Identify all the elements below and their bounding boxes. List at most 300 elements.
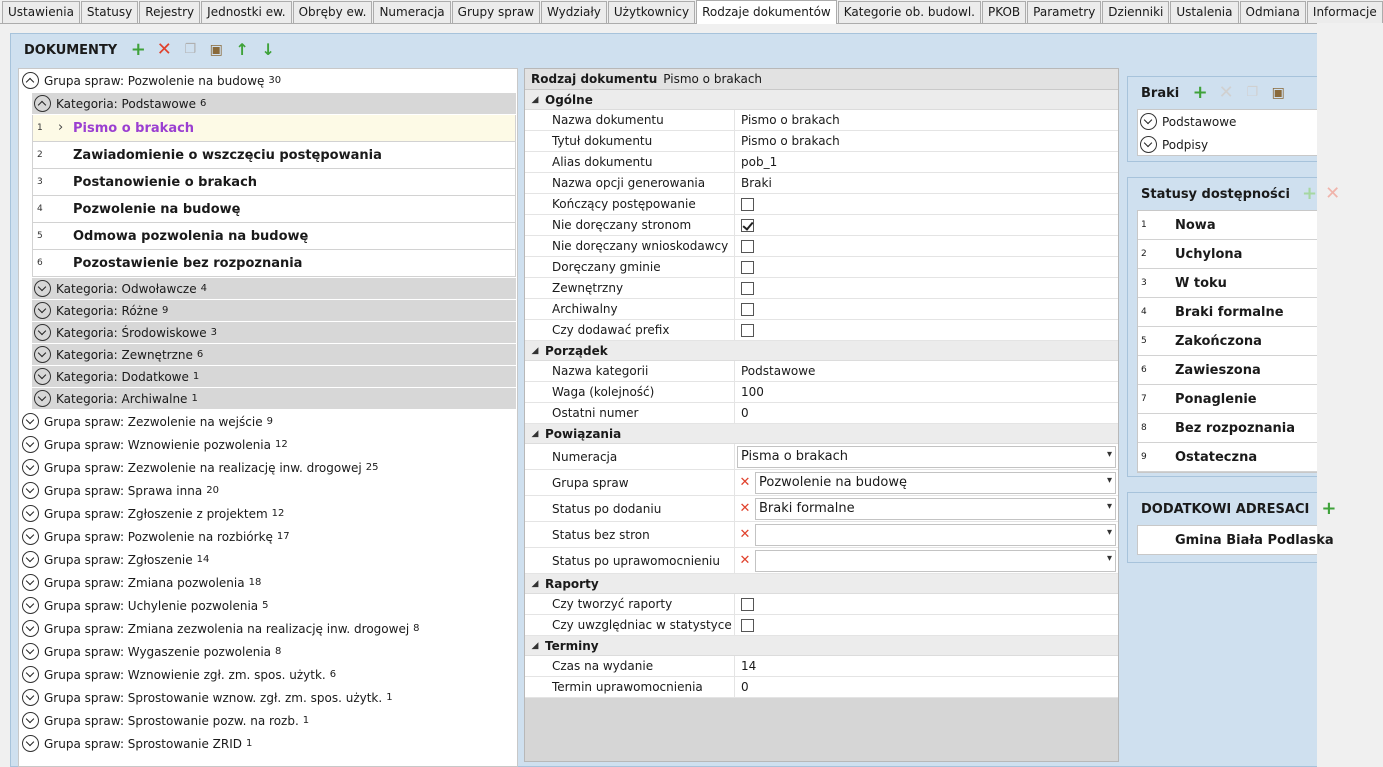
status-name: Braki formalne — [1175, 304, 1284, 320]
ogolne-check-props — [525, 194, 1118, 341]
move-up-icon[interactable]: ↑ — [235, 40, 249, 59]
tab-4[interactable]: Jednostki ew. — [201, 1, 291, 23]
property-label: Czy dodawać prefix — [525, 320, 735, 340]
property-label: Status bez stron — [525, 522, 735, 547]
group-count: 17 — [276, 531, 290, 542]
document-number-text: 5 — [37, 231, 43, 241]
documents-title: DOKUMENTY — [24, 42, 118, 58]
expand-chevron-icon[interactable] — [22, 735, 39, 752]
group-count: 18 — [248, 577, 262, 588]
document-name: Zawiadomienie o wszczęciu postępowania — [73, 147, 382, 163]
category-list — [19, 278, 517, 409]
status-row[interactable] — [1138, 211, 1317, 240]
group-count: 5 — [262, 600, 269, 611]
expand-chevron-icon[interactable] — [22, 413, 39, 430]
property-checkbox[interactable] — [741, 324, 754, 337]
expand-chevron-icon[interactable] — [22, 505, 39, 522]
property-value — [735, 278, 1118, 298]
section-title: Porządek — [545, 343, 608, 358]
status-name: Uchylona — [1175, 246, 1243, 262]
group-label: Grupa spraw: Sprostowanie pozw. na rozb. — [44, 713, 299, 728]
expand-chevron-icon[interactable] — [22, 482, 39, 499]
document-number-text: 1 — [37, 123, 43, 133]
property-value — [735, 320, 1118, 340]
group-row[interactable] — [19, 571, 517, 594]
property-label: Waga (kolejność) — [525, 382, 735, 402]
property-checkbox[interactable] — [741, 282, 754, 295]
property-label: Czas na wydanie — [525, 656, 735, 676]
property-row — [525, 215, 1118, 236]
group-count: 14 — [196, 554, 210, 565]
delete-icon[interactable]: ✕ — [1325, 183, 1341, 204]
group-label: Grupa spraw: Sprostowanie wznow. zgł. zm. spos. użytk. — [44, 690, 383, 705]
tab-6[interactable]: Numeracja — [373, 1, 450, 23]
property-label: Czy tworzyć raporty — [525, 594, 735, 614]
group-label: Grupa spraw: Pozwolenie na rozbiórkę — [44, 529, 273, 544]
property-label: Kończący postępowanie — [525, 194, 735, 214]
group-label: Grupa spraw: Zezwolenie na realizację inw. drogowej — [44, 460, 362, 475]
document-row[interactable] — [32, 115, 516, 142]
property-checkbox[interactable] — [741, 598, 754, 611]
section-powiazania[interactable] — [525, 424, 1118, 444]
document-list — [32, 115, 516, 277]
tab-7[interactable]: Grupy spraw — [452, 1, 540, 23]
property-value — [735, 594, 1118, 614]
section-title: Raporty — [545, 576, 599, 591]
document-number — [33, 258, 73, 268]
property-value[interactable]: Pismo o brakach — [741, 113, 840, 127]
property-value — [735, 548, 1118, 573]
property-label: Czy uwzględniac w statystyce — [525, 615, 735, 635]
category-row-expanded[interactable] — [32, 93, 516, 114]
property-checkbox[interactable] — [741, 198, 754, 211]
braki-list — [1137, 109, 1317, 156]
property-checkbox[interactable] — [741, 303, 754, 316]
group-label: Grupa spraw: Zmiana zezwolenia na realizację inw. drogowej — [44, 621, 410, 636]
property-row — [525, 110, 1118, 131]
property-checkbox[interactable] — [741, 219, 754, 232]
add-icon[interactable]: + — [1301, 183, 1318, 204]
expand-chevron-icon[interactable] — [22, 712, 39, 729]
property-value[interactable]: Braki — [741, 176, 772, 190]
document-number-text: 6 — [37, 258, 43, 268]
tab-12[interactable]: PKOB — [982, 1, 1026, 23]
group-row[interactable] — [19, 617, 517, 640]
adresaci-list — [1137, 525, 1334, 555]
group-count: 25 — [365, 462, 379, 473]
braki-row[interactable] — [1138, 110, 1317, 133]
add-icon[interactable]: + — [130, 39, 146, 60]
braki-panel — [1127, 76, 1317, 162]
group-count: 8 — [413, 623, 420, 634]
status-row[interactable] — [1138, 443, 1317, 472]
paste-icon[interactable]: ▣ — [1271, 85, 1285, 101]
expand-chevron-icon[interactable] — [22, 574, 39, 591]
section-title: Ogólne — [545, 92, 593, 107]
clear-x-icon[interactable]: ✕ — [739, 553, 751, 568]
property-value — [735, 236, 1118, 256]
raporty-props — [525, 594, 1118, 636]
property-grid-header — [525, 69, 1118, 90]
braki-row[interactable] — [1138, 133, 1317, 156]
status-row[interactable] — [1138, 385, 1317, 414]
category-label: Kategoria: Zewnętrzne — [56, 347, 193, 362]
adresaci-title: DODATKOWI ADRESACI — [1141, 501, 1310, 517]
property-row — [525, 522, 1118, 548]
property-label: Nie doręczany wnioskodawcy — [525, 236, 735, 256]
copy-icon[interactable]: ❐ — [184, 42, 197, 57]
category-count: 1 — [191, 393, 198, 404]
expand-chevron-icon[interactable] — [22, 666, 39, 683]
property-grid — [524, 68, 1119, 762]
status-name: W toku — [1175, 275, 1227, 291]
document-row[interactable] — [32, 196, 516, 223]
property-row — [525, 656, 1118, 677]
status-row[interactable] — [1138, 356, 1317, 385]
property-value[interactable]: Podstawowe — [741, 364, 816, 378]
powiazania-props — [525, 444, 1118, 574]
document-number — [33, 231, 73, 241]
category-count: 6 — [199, 98, 207, 109]
property-dropdown[interactable] — [755, 550, 1116, 572]
group-count: 9 — [266, 416, 273, 427]
group-count: 20 — [206, 485, 219, 496]
category-count: 4 — [200, 283, 207, 294]
category-row[interactable] — [32, 300, 516, 321]
expand-arrow-icon[interactable]: › — [58, 120, 64, 135]
property-value — [735, 215, 1118, 235]
property-label: Ostatni numer — [525, 403, 735, 423]
expand-chevron-icon[interactable] — [34, 346, 51, 363]
document-number-text: 4 — [37, 204, 43, 214]
group-label: Grupa spraw: Wznowienie zgł. zm. spos. użytk. — [44, 667, 326, 682]
porzadek-props — [525, 361, 1118, 424]
group-row[interactable] — [19, 433, 517, 456]
category-row[interactable] — [32, 366, 516, 387]
documents-toolbar — [11, 34, 1317, 66]
group-label: Grupa spraw: Wygaszenie pozwolenia — [44, 644, 272, 659]
property-row — [525, 194, 1118, 215]
property-label: Status po dodaniu — [525, 496, 735, 521]
adresat-row[interactable]: Gmina Biała Podlaska — [1175, 532, 1334, 548]
property-row — [525, 548, 1118, 574]
group-label: Grupa spraw: Sprawa inna — [44, 483, 203, 498]
property-value[interactable]: 0 — [741, 680, 749, 694]
expand-chevron-icon[interactable] — [1140, 113, 1157, 130]
property-value[interactable]: 14 — [741, 659, 757, 673]
property-row — [525, 173, 1118, 194]
property-label: Alias dokumentu — [525, 152, 735, 172]
section-raporty[interactable] — [525, 574, 1118, 594]
tab-11[interactable]: Kategorie ob. budowl. — [838, 1, 981, 23]
group-label: Grupa spraw: Zgłoszenie z projektem — [44, 506, 268, 521]
group-count: 1 — [302, 715, 310, 726]
copy-icon[interactable]: ❐ — [1246, 85, 1259, 100]
group-label: Grupa spraw: Uchylenie pozwolenia — [44, 598, 259, 613]
property-label: Nazwa opcji generowania — [525, 173, 735, 193]
expand-chevron-icon[interactable] — [22, 597, 39, 614]
category-label: Kategoria: Środowiskowe — [56, 325, 207, 340]
section-title: Powiązania — [545, 426, 622, 441]
expand-chevron-icon[interactable] — [22, 643, 39, 660]
property-value[interactable]: 0 — [741, 406, 749, 420]
property-label: Status po uprawomocnieniu — [525, 548, 735, 573]
document-row[interactable] — [32, 169, 516, 196]
status-row[interactable] — [1138, 269, 1317, 298]
group-row-expanded[interactable] — [19, 69, 517, 92]
property-checkbox[interactable] — [741, 619, 754, 632]
statusy-list — [1137, 210, 1317, 473]
section-terminy[interactable] — [525, 636, 1118, 656]
documents-tree — [18, 68, 518, 767]
expand-chevron-icon[interactable] — [34, 324, 51, 341]
section-ogolne[interactable] — [525, 90, 1118, 110]
tab-14[interactable]: Dzienniki — [1102, 1, 1169, 23]
clear-x-icon[interactable]: ✕ — [739, 501, 751, 516]
property-row — [525, 594, 1118, 615]
tab-8[interactable]: Wydziały — [541, 1, 607, 23]
expand-chevron-icon[interactable] — [22, 459, 39, 476]
expand-chevron-icon[interactable] — [34, 368, 51, 385]
status-name: Nowa — [1175, 217, 1216, 233]
property-grid-header-label: Rodzaj dokumentu — [531, 72, 658, 86]
group-count: 1 — [245, 738, 253, 749]
move-down-icon[interactable]: ↓ — [261, 40, 275, 59]
expand-chevron-icon[interactable] — [22, 528, 39, 545]
group-count: 12 — [271, 508, 285, 519]
document-name: Pozwolenie na budowę — [73, 201, 241, 217]
category-label: Kategoria: Odwoławcze — [56, 281, 197, 296]
document-number — [33, 150, 73, 160]
expand-chevron-icon[interactable] — [34, 302, 51, 319]
braki-label: Podstawowe — [1162, 114, 1237, 129]
delete-icon[interactable]: ✕ — [1218, 82, 1234, 103]
group-row[interactable] — [19, 640, 517, 663]
property-value[interactable]: Pismo o brakach — [741, 134, 840, 148]
document-number — [33, 120, 73, 135]
section-porzadek[interactable] — [525, 341, 1118, 361]
document-row[interactable] — [32, 223, 516, 250]
group-row[interactable] — [19, 502, 517, 525]
expand-chevron-icon[interactable] — [22, 551, 39, 568]
group-row[interactable] — [19, 479, 517, 502]
clear-x-icon[interactable]: ✕ — [739, 527, 751, 542]
property-grid-header-value: Pismo o brakach — [663, 72, 763, 86]
property-label: Numeracja — [525, 444, 735, 469]
category-count: 6 — [196, 349, 204, 360]
group-label: Grupa spraw: Wznowienie pozwolenia — [44, 437, 271, 452]
collapse-chevron-icon[interactable] — [22, 72, 39, 89]
group-row[interactable] — [19, 456, 517, 479]
property-dropdown[interactable]: Braki formalne ▾ — [755, 498, 1116, 520]
property-dropdown[interactable]: Pozwolenie na budowę ▾ — [755, 472, 1116, 494]
property-dropdown[interactable]: Pisma o brakach ▾ — [737, 446, 1116, 468]
category-label: Kategoria: Podstawowe — [56, 96, 196, 111]
tab-3[interactable]: Rejestry — [139, 1, 200, 23]
group-row[interactable] — [19, 686, 517, 709]
category-row[interactable] — [32, 388, 516, 409]
category-row[interactable] — [32, 278, 516, 299]
document-name: Postanowienie o brakach — [73, 174, 258, 190]
document-name: Odmowa pozwolenia na budowę — [73, 228, 309, 244]
expand-chevron-icon[interactable] — [34, 280, 51, 297]
section-title: Terminy — [545, 638, 599, 653]
category-label: Kategoria: Różne — [56, 303, 158, 318]
expand-chevron-icon[interactable] — [22, 689, 39, 706]
property-dropdown[interactable] — [755, 524, 1116, 546]
status-name: Bez rozpoznania — [1175, 420, 1296, 436]
group-row[interactable] — [19, 709, 517, 732]
status-row[interactable] — [1138, 240, 1317, 269]
category-count: 3 — [210, 327, 217, 338]
tab-2[interactable]: Statusy — [81, 1, 138, 23]
braki-label: Podpisy — [1162, 137, 1209, 152]
category-row[interactable] — [32, 322, 516, 343]
collapse-triangle-icon[interactable]: ◢ — [531, 578, 539, 589]
property-label: Grupa spraw — [525, 470, 735, 495]
collapse-triangle-icon[interactable]: ◢ — [531, 94, 539, 105]
tab-17[interactable]: Informacje — [1307, 1, 1383, 23]
status-number: 8 — [1141, 423, 1147, 433]
clear-x-icon[interactable]: ✕ — [739, 475, 751, 490]
property-checkbox[interactable] — [741, 261, 754, 274]
property-value — [735, 470, 1118, 495]
property-row — [525, 677, 1118, 698]
property-row — [525, 496, 1118, 522]
collapse-triangle-icon[interactable]: ◢ — [531, 428, 539, 439]
statusy-toolbar — [1128, 178, 1341, 210]
group-row[interactable] — [19, 594, 517, 617]
document-number-text: 2 — [37, 150, 43, 160]
property-row — [525, 299, 1118, 320]
property-label: Nazwa dokumentu — [525, 110, 735, 130]
category-row[interactable] — [32, 344, 516, 365]
property-label: Archiwalny — [525, 299, 735, 319]
status-number: 2 — [1141, 249, 1147, 259]
document-row[interactable] — [32, 250, 516, 277]
tab-10[interactable]: Rodzaje dokumentów — [696, 0, 837, 24]
group-list — [19, 410, 517, 755]
document-number — [33, 204, 73, 214]
tab-15[interactable]: Ustalenia — [1170, 1, 1238, 23]
status-number: 7 — [1141, 394, 1147, 404]
category-count: 1 — [192, 371, 200, 382]
group-row[interactable] — [19, 548, 517, 571]
group-count: 8 — [275, 646, 282, 657]
status-name: Ostateczna — [1175, 449, 1258, 465]
statusy-title: Statusy dostępności — [1141, 186, 1290, 202]
group-label: Grupa spraw: Zezwolenie na wejście — [44, 414, 263, 429]
property-label: Nazwa kategorii — [525, 361, 735, 381]
property-label: Zewnętrzny — [525, 278, 735, 298]
property-row — [525, 236, 1118, 257]
property-label: Tytuł dokumentu — [525, 131, 735, 151]
property-row — [525, 278, 1118, 299]
property-value — [735, 496, 1118, 521]
braki-toolbar — [1128, 77, 1317, 109]
collapse-triangle-icon[interactable]: ◢ — [531, 345, 539, 356]
expand-chevron-icon[interactable] — [22, 436, 39, 453]
statusy-panel — [1127, 177, 1341, 477]
collapse-triangle-icon[interactable]: ◢ — [531, 640, 539, 651]
property-value — [735, 615, 1118, 635]
property-row — [525, 152, 1118, 173]
property-value — [735, 257, 1118, 277]
braki-title: Braki — [1141, 85, 1180, 101]
status-number: 4 — [1141, 307, 1147, 317]
property-label: Termin uprawomocnienia — [525, 677, 735, 697]
group-count: 6 — [329, 669, 337, 680]
status-number: 6 — [1141, 365, 1147, 375]
delete-icon[interactable]: ✕ — [156, 39, 172, 60]
property-row — [525, 444, 1118, 470]
property-label: Doręczany gminie — [525, 257, 735, 277]
group-label: Grupa spraw: Sprostowanie ZRID — [44, 736, 242, 751]
document-row[interactable] — [32, 142, 516, 169]
status-name: Zakończona — [1175, 333, 1262, 349]
group-row[interactable] — [19, 525, 517, 548]
group-label: Grupa spraw: Zgłoszenie — [44, 552, 193, 567]
property-value[interactable]: 100 — [741, 385, 764, 399]
status-number: 9 — [1141, 452, 1147, 462]
property-row — [525, 131, 1118, 152]
tab-13[interactable]: Parametry — [1027, 1, 1101, 23]
property-checkbox[interactable] — [741, 240, 754, 253]
add-icon[interactable]: + — [1321, 498, 1337, 519]
property-label: Nie doręczany stronom — [525, 215, 735, 235]
tab-16[interactable]: Odmiana — [1240, 1, 1306, 23]
expand-chevron-icon[interactable] — [1140, 136, 1157, 153]
group-label: Grupa spraw: Pozwolenie na budowę — [44, 73, 265, 88]
paste-icon[interactable]: ▣ — [209, 42, 223, 58]
group-count: 30 — [268, 75, 282, 86]
category-label: Kategoria: Dodatkowe — [56, 369, 189, 384]
document-name: Pismo o brakach — [73, 120, 195, 136]
tab-5[interactable]: Obręby ew. — [293, 1, 373, 23]
status-row[interactable] — [1138, 327, 1317, 356]
status-number: 1 — [1141, 220, 1147, 230]
ogolne-text-props — [525, 110, 1118, 194]
property-value — [735, 194, 1118, 214]
adresaci-toolbar — [1128, 493, 1337, 525]
status-row[interactable] — [1138, 414, 1317, 443]
property-value — [735, 299, 1118, 319]
status-number: 3 — [1141, 278, 1147, 288]
tab-9[interactable]: Użytkownicy — [608, 1, 695, 23]
property-row — [525, 361, 1118, 382]
property-value[interactable]: pob_1 — [741, 155, 778, 169]
property-row — [525, 470, 1118, 496]
status-name: Zawieszona — [1175, 362, 1261, 378]
property-value — [735, 444, 1118, 469]
collapse-chevron-icon[interactable] — [34, 95, 51, 112]
document-name: Pozostawienie bez rozpoznania — [73, 255, 303, 271]
main-tab-strip — [0, 0, 1377, 24]
adresaci-panel — [1127, 492, 1337, 563]
group-row[interactable] — [19, 663, 517, 686]
document-number-text: 3 — [37, 177, 43, 187]
status-row[interactable] — [1138, 298, 1317, 327]
group-row[interactable] — [19, 732, 517, 755]
expand-chevron-icon[interactable] — [34, 390, 51, 407]
group-label: Grupa spraw: Zmiana pozwolenia — [44, 575, 245, 590]
expand-chevron-icon[interactable] — [22, 620, 39, 637]
tab-1[interactable]: Ustawienia — [2, 1, 80, 23]
add-icon[interactable]: + — [1192, 82, 1208, 103]
group-row[interactable] — [19, 410, 517, 433]
property-row — [525, 320, 1118, 341]
group-count: 1 — [386, 692, 393, 703]
